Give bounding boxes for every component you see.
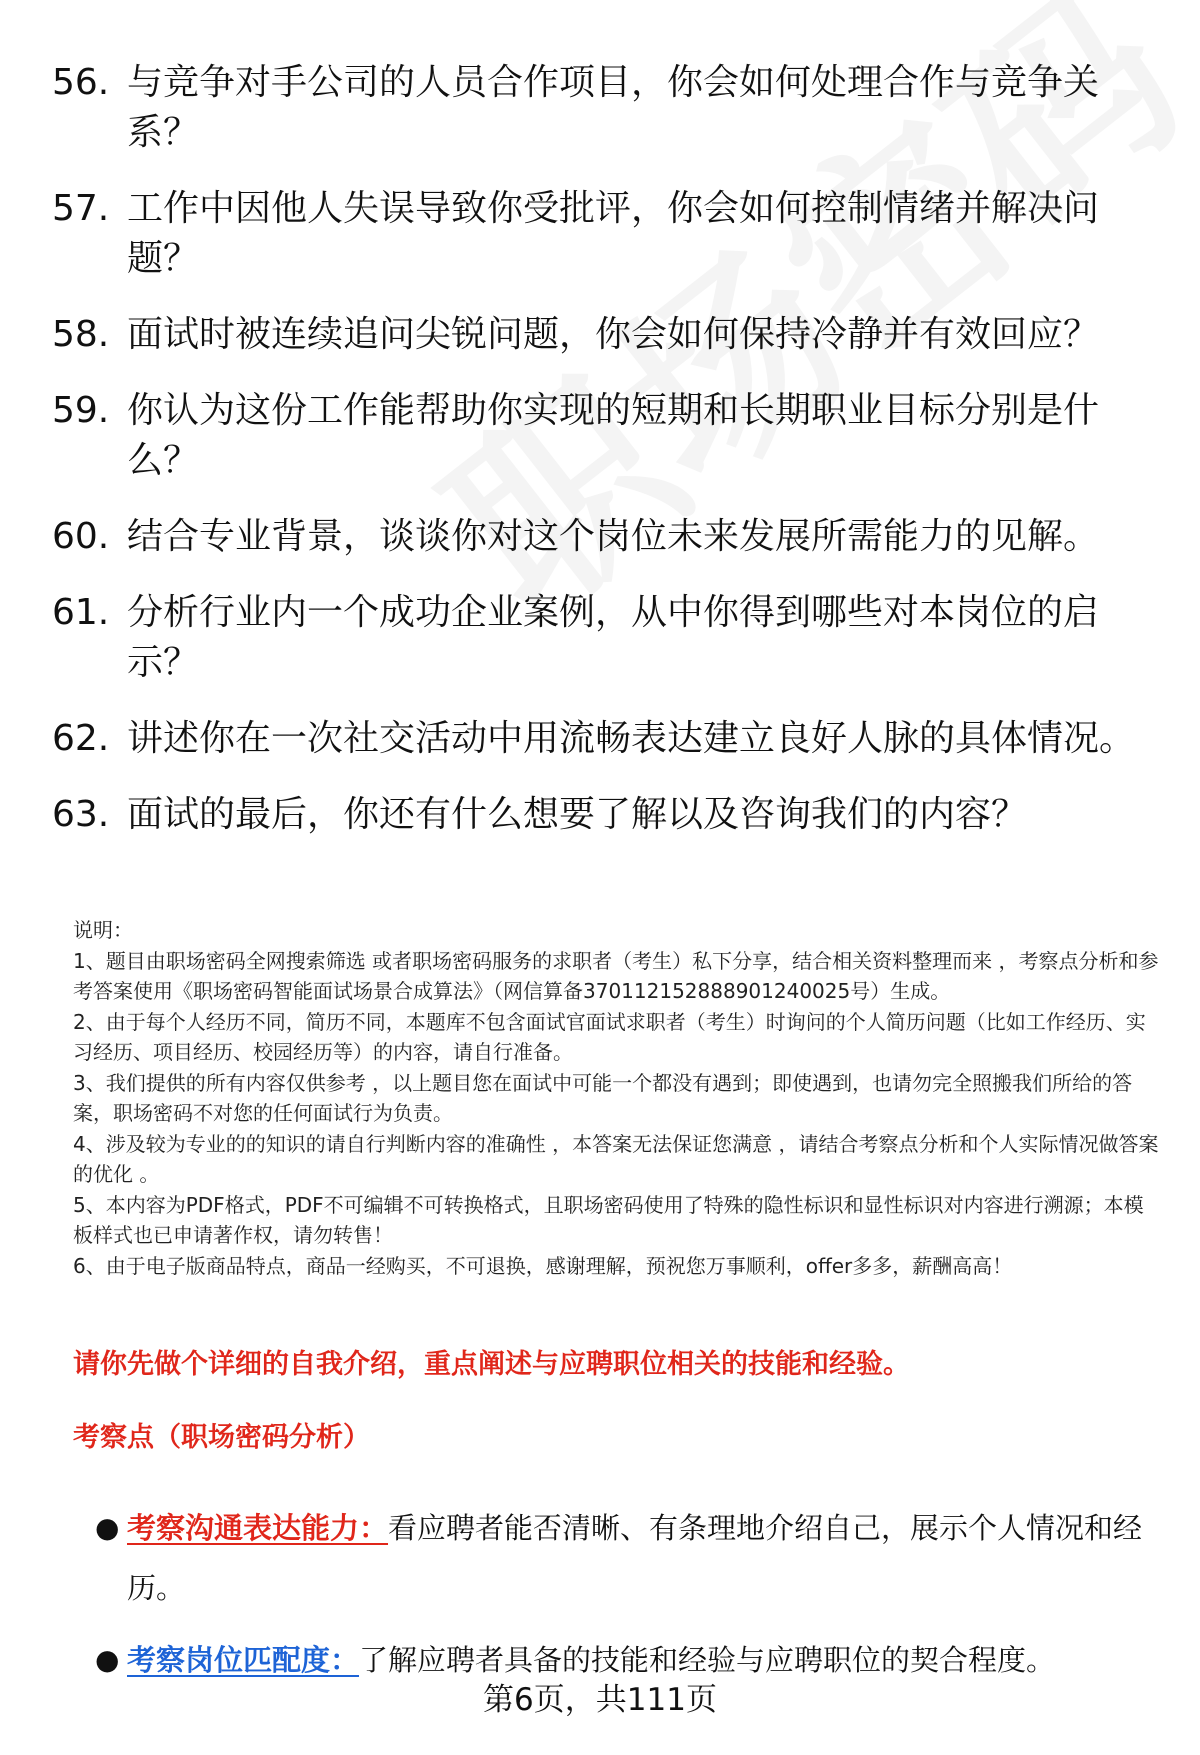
- question-text: 工作中因他人失误导致你受批评，你会如何控制情绪并解决问题？: [127, 188, 1100, 279]
- note-item: 5、本内容为PDF格式，PDF不可编辑不可转换格式，且职场密码使用了特殊的隐性标识和显性标识对内容进行溯源；本模板样式也已申请著作权，请勿转售！: [73, 1192, 1144, 1247]
- question-item: [52, 588, 1162, 688]
- note-item: 3、我们提供的所有内容仅供参考 ，以上题目您在面试中可能一个都没有遇到；即使遇到，也请勿完全照搬我们所给的答案，职场密码不对您的任何面试行为负责。: [73, 1070, 1133, 1125]
- section-question-title: 请你先做个详细的自我介绍，重点阐述与应聘职位相关的技能和经验。: [73, 1349, 910, 1380]
- bullet-key-link[interactable]: 考察岗位匹配度：: [127, 1643, 360, 1677]
- bullet-item: [95, 1498, 1155, 1618]
- notes-section: [73, 915, 1163, 1281]
- bullet-key-link[interactable]: 考察沟通表达能力：: [127, 1511, 389, 1545]
- bullet-content: [127, 1498, 1155, 1618]
- bullet-text: 了解应聘者具备的技能和经验与应聘职位的契合程度。: [359, 1643, 1056, 1677]
- question-text: 与竞争对手公司的人员合作项目，你会如何处理合作与竞争关系？: [127, 62, 1100, 153]
- question-item: [52, 386, 1162, 486]
- question-item: [52, 512, 1162, 562]
- note-item: 4、涉及较为专业的的知识的请自行判断内容的准确性 ，本答案无法保证您满意 ，请结合考察点分析和个人实际情况做答案的优化 。: [73, 1131, 1159, 1186]
- question-item: [52, 58, 1162, 158]
- question-number: 59.: [52, 390, 110, 431]
- question-number: 57.: [52, 188, 110, 229]
- notes-heading: 说明：: [73, 918, 133, 942]
- question-list: [52, 58, 1162, 866]
- section-subtitle: 考察点（职场密码分析）: [73, 1422, 370, 1453]
- question-number: 60.: [52, 516, 110, 557]
- question-text: 面试时被连续追问尖锐问题，你会如何保持冷静并有效回应？: [127, 314, 1100, 355]
- question-text: 结合专业背景，谈谈你对这个岗位未来发展所需能力的见解。: [127, 516, 1100, 557]
- question-item: [52, 714, 1162, 764]
- bullet-dot-icon: ●: [95, 1511, 120, 1544]
- note-item: 2、由于每个人经历不同，简历不同，本题库不包含面试官面试求职者（考生）时询问的个人简历问题（比如工作经历、实习经历、项目经历、校园经历等）的内容，请自行准备。: [73, 1009, 1146, 1064]
- question-number: 62.: [52, 718, 110, 759]
- question-number: 56.: [52, 62, 110, 103]
- question-number: 61.: [52, 592, 110, 633]
- bullet-text: 看应聘者能否清晰、有条理地介绍自己，展示个人情况和经历。: [127, 1511, 1143, 1605]
- question-text: 你认为这份工作能帮助你实现的短期和长期职业目标分别是什么？: [127, 390, 1100, 481]
- analysis-bullet-list: [95, 1498, 1155, 1702]
- question-item: [52, 310, 1162, 360]
- question-text: 分析行业内一个成功企业案例，从中你得到哪些对本岗位的启示？: [127, 592, 1100, 683]
- question-text: 面试的最后，你还有什么想要了解以及咨询我们的内容？: [127, 794, 1028, 835]
- note-item: 1、题目由职场密码全网搜索筛选 或者职场密码服务的求职者（考生）私下分享，结合相关资料整理而来 ，考察点分析和参考答案使用《职场密码智能面试场景合成算法》（网信算备370112152888901240025号）生成。: [73, 948, 1159, 1003]
- bullet-dot-icon: ●: [95, 1643, 120, 1676]
- question-text: 讲述你在一次社交活动中用流畅表达建立良好人脉的具体情况。: [127, 718, 1136, 759]
- note-item: 6、由于电子版商品特点，商品一经购买，不可退换，感谢理解，预祝您万事顺利，offer多多，薪酬高高！: [73, 1253, 1013, 1278]
- page-footer: 第6页，共111页: [483, 1682, 717, 1718]
- question-number: 58.: [52, 314, 110, 355]
- question-item: [52, 184, 1162, 284]
- question-number: 63.: [52, 794, 110, 835]
- question-item: [52, 790, 1162, 840]
